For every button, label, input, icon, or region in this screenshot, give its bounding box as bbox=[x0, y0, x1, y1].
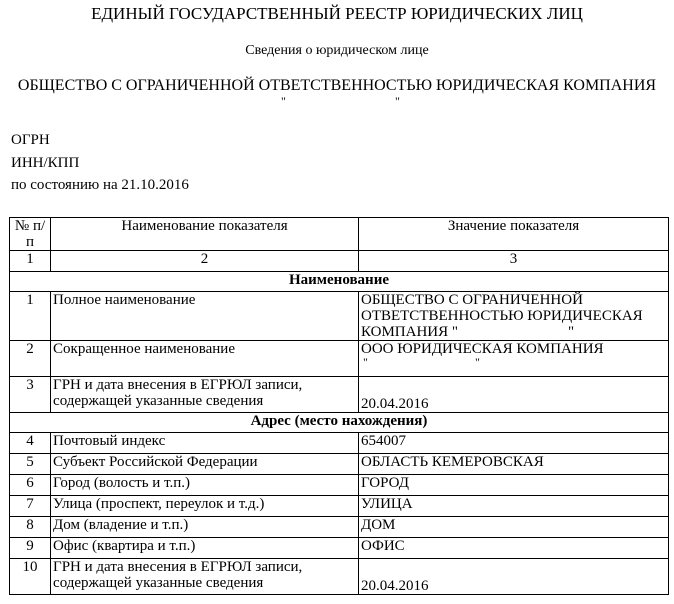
column-number: 3 bbox=[358, 251, 668, 272]
quote-open: " bbox=[362, 355, 368, 369]
table-row bbox=[10, 433, 669, 454]
column-header: Значение показателя bbox=[358, 218, 668, 251]
table-row bbox=[10, 475, 669, 496]
row-value: ОФИС bbox=[358, 538, 668, 559]
row-label: Полное наименование bbox=[51, 292, 359, 341]
row-label: ГРН и дата внесения в ЕГРЮЛ записи, содержащей указанные сведения bbox=[51, 377, 359, 413]
row-value: 654007 bbox=[358, 433, 668, 454]
table-row bbox=[10, 377, 669, 413]
table-row bbox=[10, 496, 669, 517]
row-value: ОБЛАСТЬ КЕМЕРОВСКАЯ bbox=[358, 454, 668, 475]
table-row bbox=[10, 517, 669, 538]
section-title: Адрес (место нахождения) bbox=[10, 413, 669, 433]
row-value: ГОРОД bbox=[358, 475, 668, 496]
row-number: 3 bbox=[10, 377, 51, 413]
row-number: 10 bbox=[10, 559, 51, 595]
column-header: № п/п bbox=[10, 218, 51, 251]
section-title: Наименование bbox=[10, 272, 669, 292]
organization-name: ОБЩЕСТВО С ОГРАНИЧЕННОЙ ОТВЕТСТВЕННОСТЬЮ ЮРИДИЧЕСКАЯ КОМПАНИЯ bbox=[17, 77, 657, 94]
quote-close: " bbox=[474, 355, 480, 369]
row-value-quote: " bbox=[568, 324, 575, 340]
row-number: 7 bbox=[10, 496, 51, 517]
row-value: ДОМ bbox=[358, 517, 668, 538]
row-number: 4 bbox=[10, 433, 51, 454]
row-value-quotes bbox=[361, 357, 666, 367]
table-row bbox=[10, 292, 669, 341]
column-number: 1 bbox=[10, 251, 51, 272]
row-label: Дом (владение и т.п.) bbox=[51, 517, 359, 538]
table-row bbox=[10, 454, 669, 475]
row-value: УЛИЦА bbox=[358, 496, 668, 517]
row-label: ГРН и дата внесения в ЕГРЮЛ записи, содержащей указанные сведения bbox=[51, 559, 359, 595]
section-row bbox=[10, 413, 669, 433]
column-number-row bbox=[10, 251, 669, 272]
column-number: 2 bbox=[51, 251, 359, 272]
quote-open: " bbox=[281, 94, 286, 108]
row-number: 5 bbox=[10, 454, 51, 475]
row-number: 6 bbox=[10, 475, 51, 496]
row-number: 8 bbox=[10, 517, 51, 538]
row-number: 2 bbox=[10, 341, 51, 377]
registry-table bbox=[9, 217, 669, 595]
row-value bbox=[358, 292, 668, 341]
row-value bbox=[358, 341, 668, 377]
table-header-row bbox=[10, 218, 669, 251]
row-label: Сокращенное наименование bbox=[51, 341, 359, 377]
inn-kpp-label: ИНН/КПП bbox=[11, 155, 80, 171]
row-number: 9 bbox=[10, 538, 51, 559]
registry-title: ЕДИНЫЙ ГОСУДАРСТВЕННЫЙ РЕЕСТР ЮРИДИЧЕСКИХ ЛИЦ bbox=[91, 4, 583, 23]
row-value-text: ОБЩЕСТВО С ОГРАНИЧЕННОЙ ОТВЕТСТВЕННОСТЬЮ ЮРИДИЧЕСКАЯ КОМПАНИЯ " bbox=[360, 292, 643, 340]
row-value: 20.04.2016 bbox=[358, 559, 668, 595]
row-label: Почтовый индекс bbox=[51, 433, 359, 454]
as-of-date: по состоянию на 21.10.2016 bbox=[11, 177, 189, 193]
ogrn-label: ОГРН bbox=[11, 132, 50, 148]
table-row bbox=[10, 538, 669, 559]
section-row bbox=[10, 272, 669, 292]
row-label: Субъект Российской Федерации bbox=[51, 454, 359, 475]
table-row bbox=[10, 341, 669, 377]
row-label: Улица (проспект, переулок и т.д.) bbox=[51, 496, 359, 517]
row-label: Город (волость и т.п.) bbox=[51, 475, 359, 496]
column-header: Наименование показателя bbox=[51, 218, 359, 251]
quote-close: " bbox=[395, 94, 400, 108]
row-label: Офис (квартира и т.п.) bbox=[51, 538, 359, 559]
document-subtitle: Сведения о юридическом лице bbox=[245, 43, 429, 58]
row-value-text: ООО ЮРИДИЧЕСКАЯ КОМПАНИЯ bbox=[360, 341, 604, 357]
table-row bbox=[10, 559, 669, 595]
row-number: 1 bbox=[10, 292, 51, 341]
row-value: 20.04.2016 bbox=[358, 377, 668, 413]
